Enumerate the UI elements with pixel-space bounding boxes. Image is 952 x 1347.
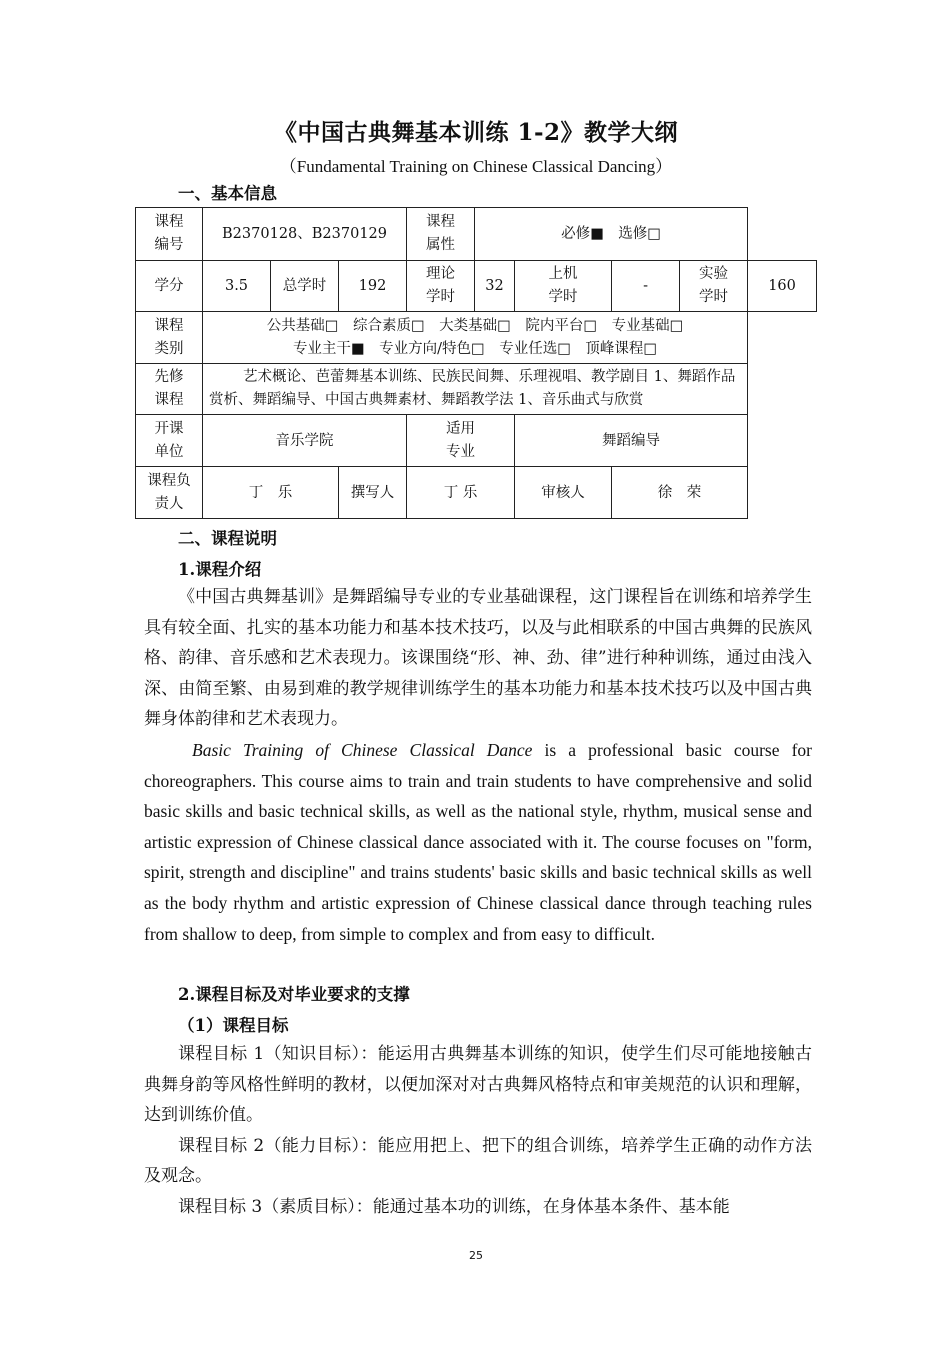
table-row	[136, 415, 817, 467]
category-label: 课程 类别	[136, 312, 203, 364]
course-name-italic: Basic Training of Chinese Classical Dance	[192, 740, 533, 760]
table-row	[136, 208, 817, 261]
course-attr-label: 课程 属性	[407, 208, 475, 261]
goal-2: 课程目标 2（能力目标）：能应用把上、把下的组合训练，培养学生正确的动作方法及观念。	[144, 1135, 812, 1186]
reviewer-label: 审核人	[515, 467, 612, 519]
total-hours-value: 192	[339, 261, 407, 312]
course-code-label: 课程 编号	[136, 208, 203, 261]
unit-label: 开课 单位	[136, 415, 203, 467]
goal-1: 课程目标 1（知识目标）：能运用古典舞基本训练的知识，使学生们尽可能地接触古典舞身韵等风格性鲜明的教材，以便加深对对古典舞风格特点和审美规范的认识和理解，达到训练价值。	[144, 1044, 812, 1125]
major-label: 适用 专业	[407, 415, 515, 467]
credit-value: 3.5	[203, 261, 271, 312]
table-row	[136, 467, 817, 519]
basic-info-table	[135, 207, 817, 519]
computer-hours-value: -	[612, 261, 680, 312]
goals-heading: 2.课程目标及对毕业要求的支撑	[178, 985, 410, 1004]
writer-value: 丁 乐	[407, 467, 515, 519]
reviewer-value: 徐 荣	[612, 467, 748, 519]
goals-list	[144, 1039, 812, 1222]
lab-hours-label: 实验 学时	[680, 261, 748, 312]
intro-paragraph-cn: 《中国古典舞基训》是舞蹈编导专业的专业基础课程，这门课程旨在训练和培养学生具有较全面、扎实的基本功能力和基本技术技巧，以及与此相联系的中国古典舞的民族风格、韵律、音乐感和艺术表现力。该课围绕“形、神、劲、律”进行种种训练，通过由浅入深、由简至繁、由易到难的教学规律训练学生的基本功能力和基本技术技巧以及中国古典舞身体韵律和艺术表现力。	[144, 587, 812, 729]
prereq-value: 艺术概论、芭蕾舞基本训练、民族民间舞、乐理视唱、教学剧目 1、舞蹈作品 赏析、舞蹈编导、中国古典舞素材、舞蹈教学法 1、音乐曲式与欣赏	[203, 364, 748, 415]
computer-hours-label: 上机 学时	[515, 261, 612, 312]
owner-value: 丁 乐	[203, 467, 339, 519]
writer-label: 撰写人	[339, 467, 407, 519]
course-attr-value: 必修■ 选修□	[475, 208, 748, 261]
prereq-label: 先修 课程	[136, 364, 203, 415]
major-value: 舞蹈编导	[515, 415, 748, 467]
intro-heading: 1.课程介绍	[178, 560, 262, 579]
total-hours-label: 总学时	[271, 261, 339, 312]
section-heading-basic-info: 一、基本信息	[178, 184, 277, 203]
document-subtitle: （Fundamental Training on Chinese Classical Dancing）	[279, 157, 673, 176]
intro-paragraph-en: Basic Training of Chinese Classical Dance is a professional basic course for choreographers. This course aims to train and train students to have comprehensive and solid basic skills and basic technical skills, as well as the national style, rhythm, musical sense and artistic expression of Chinese classical dance associated with it. The course focuses on "form, spirit, strength and discipline" and trains students' basic skills and basic technical skills as well as the body rhythm and artistic expression of Chinese classical dance through teaching rules from shallow to deep, from simple to complex and from easy to difficult.	[144, 740, 812, 944]
goals-sub-heading: （1）课程目标	[178, 1016, 289, 1035]
page-number: 25	[469, 1249, 483, 1262]
unit-value: 音乐学院	[203, 415, 407, 467]
section-heading-course-description: 二、课程说明	[178, 529, 277, 548]
lab-hours-value: 160	[748, 261, 817, 312]
goal-3: 课程目标 3（素质目标）：能通过基本功的训练，在身体基本条件、基本能	[178, 1196, 730, 1217]
table-row	[136, 261, 817, 312]
document-title: 《中国古典舞基本训练 1-2》教学大纲	[273, 119, 679, 146]
table-row	[136, 312, 817, 364]
credit-label: 学分	[136, 261, 203, 312]
theory-hours-value: 32	[475, 261, 515, 312]
course-code-value: B2370128、B2370129	[203, 208, 407, 261]
category-value: 公共基础□ 综合素质□ 大类基础□ 院内平台□ 专业基础□ 专业主干■ 专业方向/特色□ 专业任选□ 顶峰课程□	[203, 312, 748, 364]
owner-label: 课程负 责人	[136, 467, 203, 519]
theory-hours-label: 理论 学时	[407, 261, 475, 312]
table-row	[136, 364, 817, 415]
